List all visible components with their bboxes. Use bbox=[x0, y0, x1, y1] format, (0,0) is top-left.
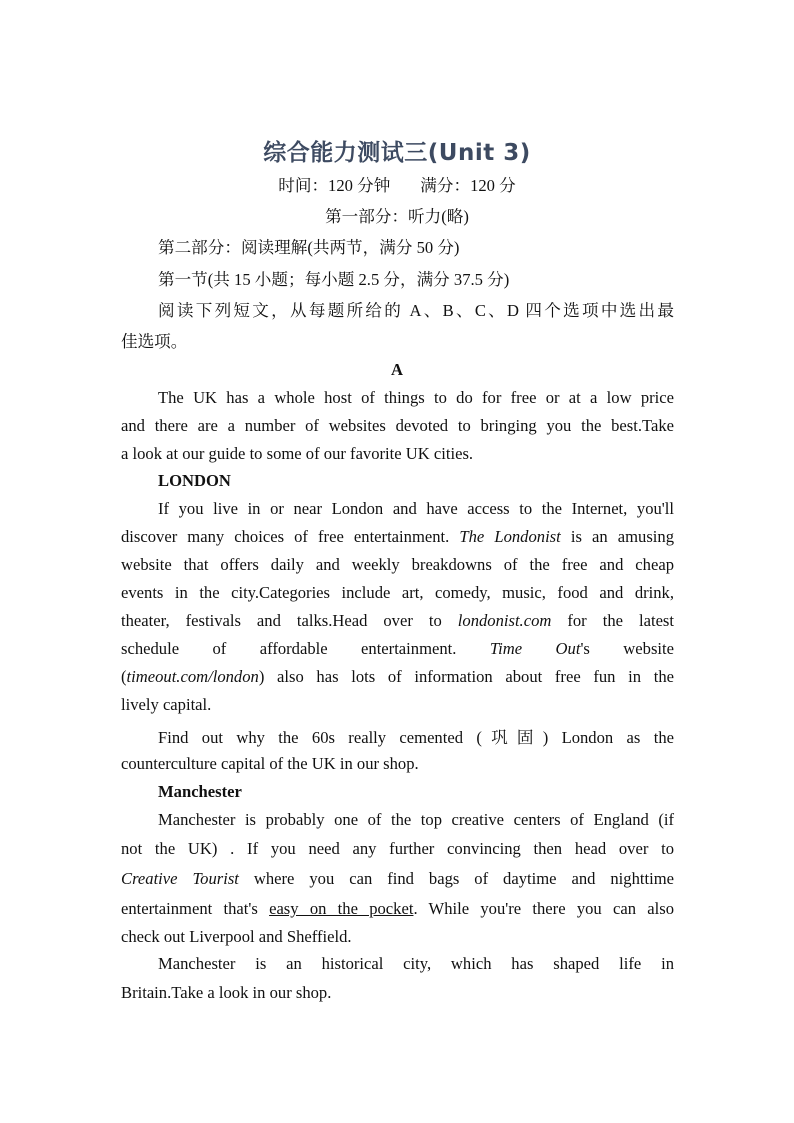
text-span: is an amusing bbox=[560, 527, 674, 546]
page-title: 综合能力测试三(Unit 3) bbox=[263, 140, 531, 166]
london-heading: LONDON bbox=[158, 471, 231, 490]
text-span: for the latest bbox=[551, 611, 674, 630]
text-span: ( bbox=[121, 667, 127, 686]
passage-line bbox=[121, 639, 674, 659]
passage-line: If you live in or near London and have access to the Internet, you'll bbox=[158, 499, 674, 518]
text-span: . While you're there you can also bbox=[413, 899, 674, 918]
passage-line: The UK has a whole host of things to do for free or at a low price bbox=[158, 388, 674, 407]
passage-line bbox=[121, 869, 674, 889]
passage-label: A bbox=[391, 360, 403, 379]
text-span: ) also has lots of information about free fun in the bbox=[258, 667, 674, 686]
passage-line: events in the city.Categories include art, comedy, music, food and drink, bbox=[121, 583, 674, 602]
passage-line bbox=[121, 611, 674, 631]
londonist-url: londonist.com bbox=[457, 611, 552, 630]
timeout-title: Time Out bbox=[489, 639, 581, 658]
section1-heading: 第一节(共 15 小题；每小题 2.5 分，满分 37.5 分) bbox=[158, 270, 510, 289]
exam-meta bbox=[0, 172, 794, 196]
instruction-line: 佳选项。 bbox=[121, 332, 188, 351]
instruction-line: 阅读下列短文，从每题所给的 A、B、C、D 四个选项中选出最 bbox=[158, 301, 674, 320]
passage-line: Manchester is probably one of the top creative centers of England (if bbox=[158, 810, 674, 829]
time-label: 时间：120 分钟 bbox=[278, 176, 391, 195]
text-span: schedule of affordable entertainment. bbox=[121, 639, 490, 658]
text-span: discover many choices of free entertainment. bbox=[121, 527, 460, 546]
passage-line: Manchester is an historical city, which has shaped life in bbox=[158, 954, 674, 973]
passage-line: Find out why the 60s really cemented (巩固) London as the bbox=[158, 728, 674, 747]
passage-line: website that offers daily and weekly breakdowns of the free and cheap bbox=[121, 555, 674, 574]
text-span: theater, festivals and talks.Head over to bbox=[121, 611, 458, 630]
text-span: 's website bbox=[580, 639, 675, 658]
passage-line: not the UK) . If you need any further convincing then head over to bbox=[121, 839, 674, 858]
part2-heading: 第二部分：阅读理解(共两节，满分 50 分) bbox=[158, 238, 460, 257]
text-span: entertainment that's bbox=[121, 899, 270, 918]
passage-line: lively capital. bbox=[121, 695, 212, 714]
passage-line bbox=[121, 667, 674, 687]
passage-line bbox=[121, 899, 674, 919]
part1-heading: 第一部分：听力(略) bbox=[325, 207, 469, 226]
passage-line: and there are a number of websites devoted to bringing you the best.Take bbox=[121, 416, 674, 435]
passage-line: counterculture capital of the UK in our shop. bbox=[121, 754, 419, 773]
londonist-title: The Londonist bbox=[459, 527, 561, 546]
passage-line: check out Liverpool and Sheffield. bbox=[121, 927, 352, 946]
passage-line: a look at our guide to some of our favorite UK cities. bbox=[121, 444, 474, 463]
creative-tourist-title: Creative Tourist bbox=[121, 869, 239, 888]
manchester-heading: Manchester bbox=[158, 782, 242, 801]
timeout-url: timeout.com/london bbox=[126, 667, 259, 686]
underlined-phrase: easy on the pocket bbox=[269, 899, 414, 918]
passage-line bbox=[121, 527, 674, 547]
passage-line: Britain.Take a look in our shop. bbox=[121, 983, 332, 1002]
text-span: where you can find bags of daytime and nighttime bbox=[238, 869, 674, 888]
score-label: 满分：120 分 bbox=[420, 176, 516, 195]
